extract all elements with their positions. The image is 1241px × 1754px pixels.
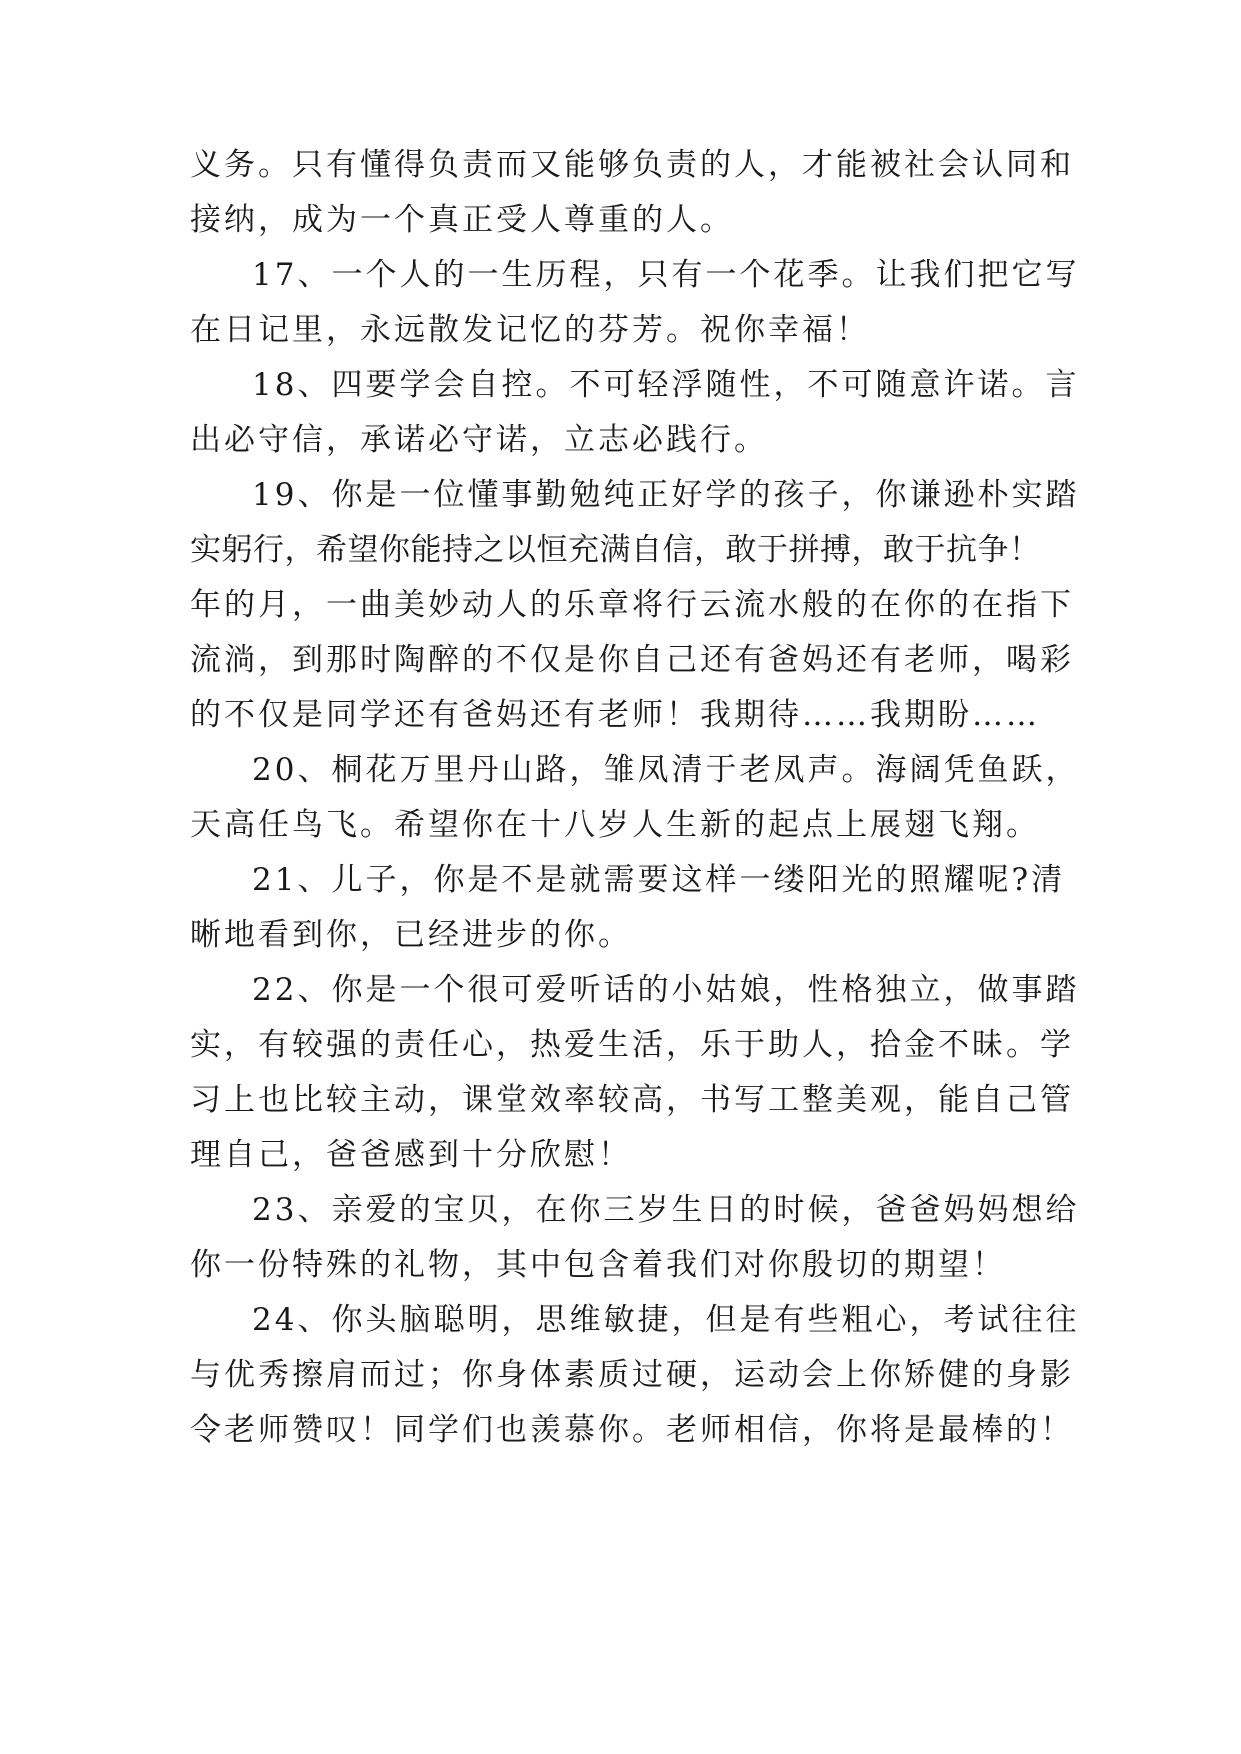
text-line: 流淌，到那时陶醉的不仅是你自己还有爸妈还有老师，喝彩 [190, 642, 1074, 678]
text-line: 令老师赞叹！同学们也羡慕你。老师相信，你将是最棒的！ [190, 1412, 1074, 1448]
paragraph-21-line: 21、儿子，你是不是就需要这样一缕阳光的照耀呢?清 [252, 862, 1066, 898]
paragraph-19-line: 19、你是一位懂事勤勉纯正好学的孩子，你谦逊朴实踏 [252, 477, 1080, 513]
paragraph-20-line: 20、桐花万里丹山路，雏凤清于老凤声。海阔凭鱼跃， [252, 752, 1080, 788]
text-line: 实，有较强的责任心，热爱生活，乐于助人，拾金不昧。学 [190, 1027, 1074, 1063]
text-line: 理自己，爸爸感到十分欣慰！ [190, 1137, 632, 1173]
text-line: 出必守信，承诺必守诺，立志必践行。 [190, 422, 768, 458]
text-line: 在日记里，永远散发记忆的芬芳。祝你幸福！ [190, 312, 870, 348]
paragraph-24-line: 24、你头脑聪明，思维敏捷，但是有些粗心，考试往往 [252, 1302, 1080, 1338]
text-line: 与优秀擦肩而过；你身体素质过硬，运动会上你矫健的身影 [190, 1357, 1074, 1393]
paragraph-23-line: 23、亲爱的宝贝，在你三岁生日的时候，爸爸妈妈想给 [252, 1192, 1080, 1228]
paragraph-18-line: 18、四要学会自控。不可轻浮随性，不可随意许诺。言 [252, 367, 1080, 403]
paragraph-17-line: 17、一个人的一生历程，只有一个花季。让我们把它写 [252, 257, 1080, 293]
text-line: 晰地看到你，已经进步的你。 [190, 917, 632, 953]
text-line: 的不仅是同学还有爸妈还有老师！我期待……我期盼…… [190, 697, 1040, 733]
paragraph-22-line: 22、你是一个很可爱听话的小姑娘，性格独立，做事踏 [252, 972, 1080, 1008]
text-line: 你一份特殊的礼物，其中包含着我们对你殷切的期望！ [190, 1247, 1006, 1283]
text-line: 年的月，一曲美妙动人的乐章将行云流水般的在你的在指下 [190, 587, 1074, 623]
text-line: 习上也比较主动，课堂效率较高，书写工整美观，能自己管 [190, 1082, 1074, 1118]
text-line: 实躬行，希望你能持之以恒充满自信，敢于拼搏，敢于抗争！ [190, 532, 1041, 568]
text-line: 接纳，成为一个真正受人尊重的人。 [190, 202, 734, 238]
text-line: 天高任鸟飞。希望你在十八岁人生新的起点上展翅飞翔。 [190, 807, 1040, 843]
text-line: 义务。只有懂得负责而又能够负责的人，才能被社会认同和 [190, 147, 1074, 183]
